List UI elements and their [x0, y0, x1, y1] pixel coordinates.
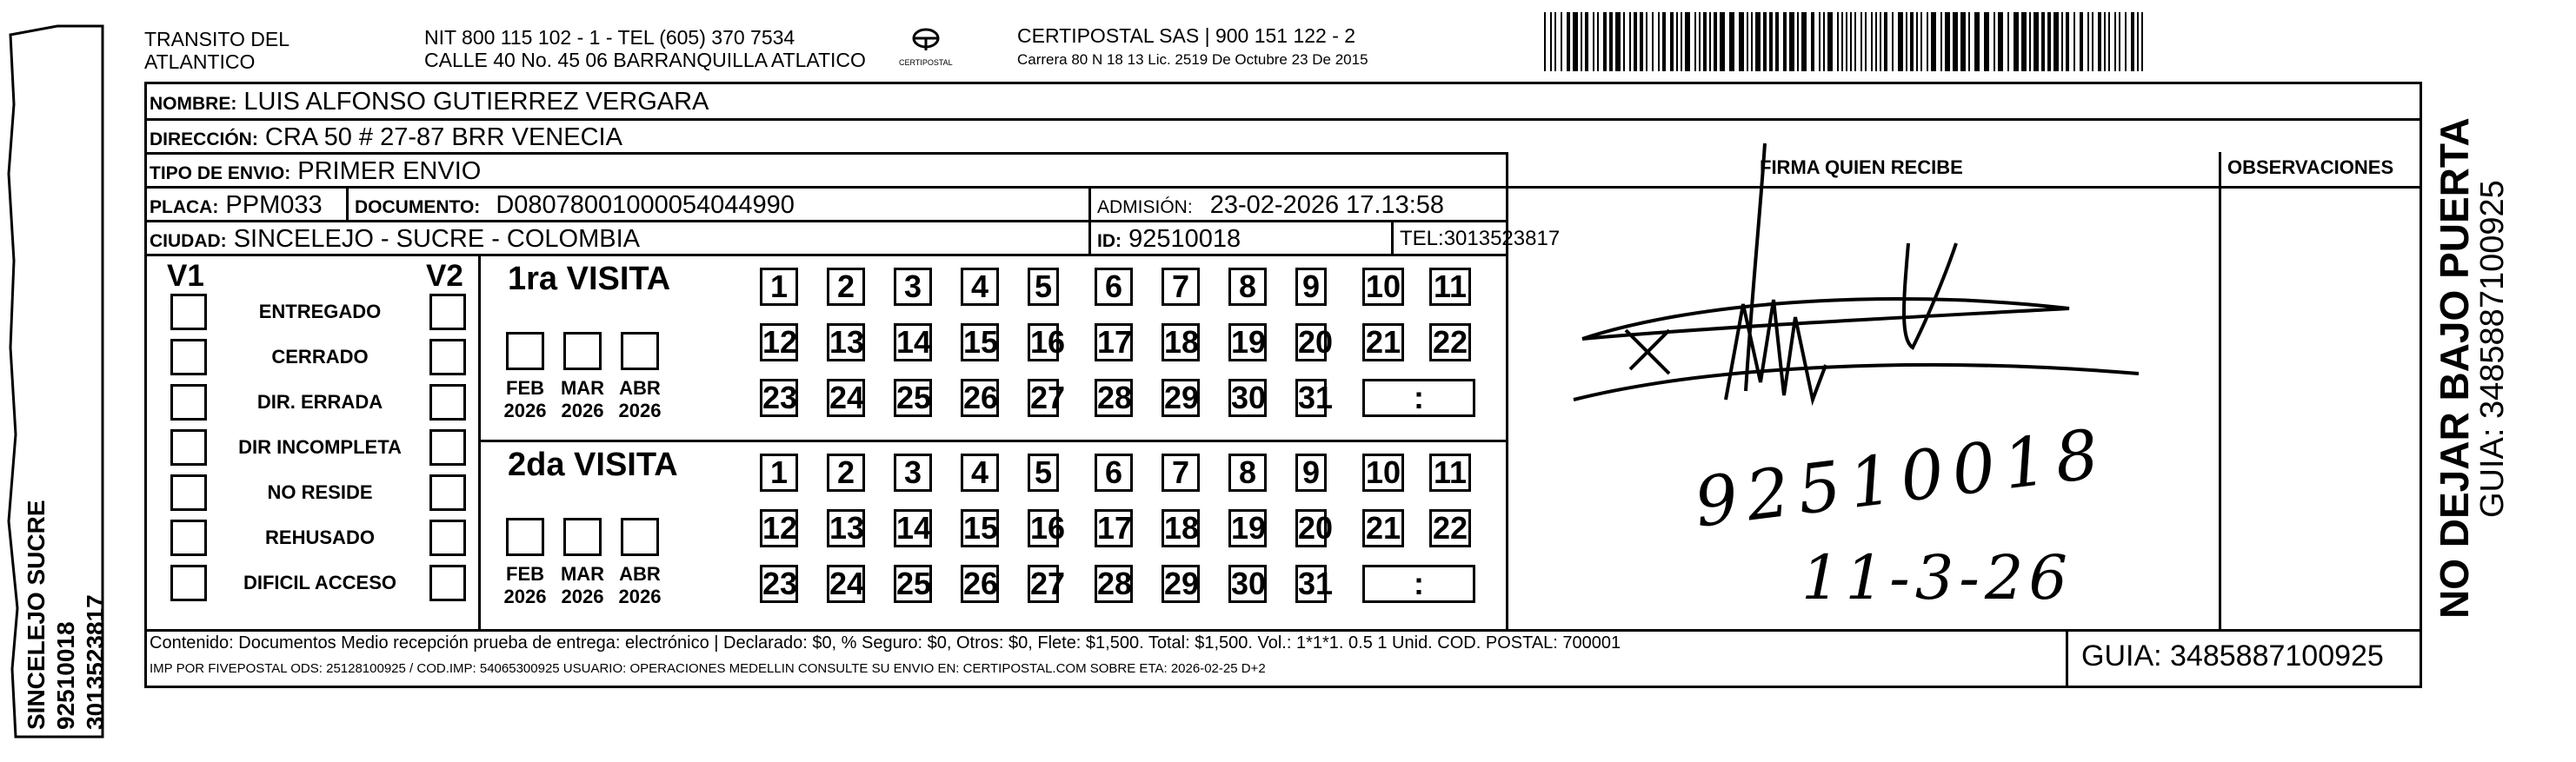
day-box[interactable]: 8: [1228, 268, 1267, 306]
day-box[interactable]: 22: [1429, 509, 1471, 547]
courier-name: CERTIPOSTAL SAS | 900 151 122 - 2: [1017, 24, 1356, 47]
day-box[interactable]: 14: [894, 509, 932, 547]
month-checkbox[interactable]: [506, 332, 544, 370]
placa-label: PLACA:: [150, 197, 219, 217]
status-option-label: DIFICIL ACCESO: [243, 572, 396, 593]
day-box[interactable]: 18: [1162, 323, 1200, 361]
status-option-label: DIR. ERRADA: [256, 391, 383, 413]
day-box[interactable]: 27: [1028, 379, 1059, 417]
day-box[interactable]: 19: [1228, 323, 1267, 361]
v1-checkbox[interactable]: [170, 474, 207, 511]
v1-checkbox[interactable]: [170, 384, 207, 421]
tel-value: 3013523817: [1443, 227, 1561, 250]
day-box[interactable]: 13: [827, 323, 865, 361]
v2-checkbox[interactable]: [429, 384, 466, 421]
sender-name-line1: TRANSITO DEL: [144, 28, 290, 50]
v2-checkbox[interactable]: [429, 565, 466, 601]
day-box[interactable]: 7: [1162, 268, 1200, 306]
nombre-label: NOMBRE:: [150, 94, 237, 114]
day-box[interactable]: 17: [1095, 509, 1133, 547]
day-box[interactable]: 21: [1362, 323, 1404, 361]
month-year: 2026: [561, 400, 604, 421]
day-box[interactable]: 12: [760, 323, 798, 361]
day-box[interactable]: 23: [760, 565, 798, 603]
status-option-label: NO RESIDE: [267, 481, 373, 503]
day-box[interactable]: 1: [760, 268, 798, 306]
id-label: ID:: [1097, 231, 1122, 251]
placa-value: PPM033: [225, 191, 323, 219]
status-option-label: CERRADO: [271, 346, 369, 368]
side-guia: GUIA: 3485887100925: [2474, 180, 2511, 518]
certipostal-logo: [895, 26, 956, 73]
documento-value: D08078001000054044990: [496, 191, 795, 219]
id-value: 92510018: [1128, 225, 1241, 253]
nombre-value: LUIS ALFONSO GUTIERREZ VERGARA: [243, 88, 709, 116]
month-year: 2026: [618, 586, 662, 607]
v1-checkbox[interactable]: [170, 294, 207, 330]
day-box[interactable]: 2: [827, 268, 865, 306]
day-box[interactable]: 15: [961, 323, 999, 361]
day-box[interactable]: 27: [1028, 565, 1059, 603]
month-year: 2026: [561, 586, 604, 607]
day-box[interactable]: 9: [1295, 268, 1327, 306]
day-box[interactable]: 30: [1228, 565, 1267, 603]
tel-label: TEL:: [1400, 227, 1444, 250]
day-box[interactable]: 5: [1028, 454, 1059, 492]
day-box[interactable]: 15: [961, 509, 999, 547]
day-box[interactable]: 10: [1362, 268, 1404, 306]
rule: [144, 152, 1506, 155]
day-box[interactable]: 24: [827, 565, 865, 603]
day-box[interactable]: 19: [1228, 509, 1267, 547]
day-box[interactable]: 3: [894, 268, 932, 306]
day-box[interactable]: 22: [1429, 323, 1471, 361]
day-box[interactable]: 11: [1429, 454, 1471, 492]
day-box[interactable]: 9: [1295, 454, 1327, 492]
v2-checkbox[interactable]: [429, 339, 466, 375]
month-label: FEB: [506, 377, 544, 399]
day-box[interactable]: 13: [827, 509, 865, 547]
stub-text-tel: 3013523817: [82, 594, 109, 730]
v2-checkbox[interactable]: [429, 429, 466, 466]
footer-imp: IMP POR FIVEPOSTAL ODS: 25128100925 / COD.IMP: 54065300925 USUARIO: OPERACIONES MEDELLIN CONSULTE SU ENVIO EN: CERTIPOSTAL.COM SOBRE ETA: 2026-02-25 D+2: [150, 661, 1266, 676]
day-box[interactable]: 8: [1228, 454, 1267, 492]
day-box[interactable]: 1: [760, 454, 798, 492]
day-box[interactable]: 3: [894, 454, 932, 492]
barcode: [1544, 12, 2153, 71]
v1-checkbox[interactable]: [170, 339, 207, 375]
day-box[interactable]: 30: [1228, 379, 1267, 417]
v2-label: V2: [426, 259, 463, 293]
ciudad-label: CIUDAD:: [150, 231, 227, 251]
day-box[interactable]: 20: [1295, 323, 1327, 361]
month-checkbox[interactable]: [506, 518, 544, 556]
day-box[interactable]: 24: [827, 379, 865, 417]
day-box[interactable]: 21: [1362, 509, 1404, 547]
footer-contenido: Contenido: Documentos Medio recepción prueba de entrega: electrónico | Declarado: $0, % Seguro: $0, Otros: $0, Flete: $1,500. Total: $1,500. Vol.: 1*1*1. 0.5 1 Unid. COD. POSTAL: 700001: [150, 633, 1621, 653]
month-label: ABR: [619, 563, 661, 585]
day-box[interactable]: 26: [961, 565, 999, 603]
rule: [1088, 186, 1091, 254]
month-year: 2026: [618, 400, 662, 421]
month-label: FEB: [506, 563, 544, 585]
rule: [346, 186, 349, 221]
month-year: 2026: [503, 586, 547, 607]
day-box[interactable]: 4: [961, 454, 999, 492]
day-box[interactable]: 14: [894, 323, 932, 361]
month-label: ABR: [619, 377, 661, 399]
rule: [478, 440, 1506, 442]
admision-label: ADMISIÓN:: [1097, 197, 1193, 217]
observaciones-header: OBSERVACIONES: [2227, 156, 2394, 178]
day-box[interactable]: 16: [1028, 509, 1059, 547]
admision-value: 23-02-2026 17.13:58: [1209, 191, 1445, 219]
rule: [2219, 152, 2221, 630]
logo-text: CERTIPOSTAL: [899, 58, 953, 67]
stub-text-id: 92510018: [52, 621, 79, 730]
time-box[interactable]: :: [1362, 379, 1475, 417]
month-year: 2026: [503, 400, 547, 421]
day-box[interactable]: 28: [1095, 379, 1133, 417]
rule: [144, 254, 1506, 256]
handwritten-date: 11-3-26: [1801, 542, 2073, 613]
footer-guia: GUIA: 3485887100925: [2081, 639, 2384, 673]
direccion-value: CRA 50 # 27-87 BRR VENECIA: [264, 123, 622, 151]
ciudad-value: SINCELEJO - SUCRE - COLOMBIA: [233, 225, 641, 253]
day-box[interactable]: 18: [1162, 509, 1200, 547]
tipo-envio-label: TIPO DE ENVIO:: [150, 163, 291, 183]
stub-text-city: SINCELEJO SUCRE: [23, 500, 50, 730]
sender-address: CALLE 40 No. 45 06 BARRANQUILLA ATLATICO: [424, 49, 866, 71]
day-box[interactable]: 26: [961, 379, 999, 417]
day-box[interactable]: 20: [1295, 509, 1327, 547]
status-option-label: DIR INCOMPLETA: [238, 436, 402, 458]
documento-label: DOCUMENTO:: [355, 197, 481, 217]
day-box[interactable]: 6: [1095, 454, 1133, 492]
rule: [1391, 220, 1394, 255]
sender-nit: NIT 800 115 102 - 1 - TEL (605) 370 7534: [424, 26, 795, 49]
v2-checkbox[interactable]: [429, 520, 466, 556]
tipo-envio-value: PRIMER ENVIO: [297, 157, 482, 185]
time-box[interactable]: :: [1362, 565, 1475, 603]
v1-checkbox[interactable]: [170, 520, 207, 556]
v2-checkbox[interactable]: [429, 294, 466, 330]
rule: [2066, 629, 2068, 688]
month-checkbox[interactable]: [621, 332, 659, 370]
handwritten-id: 92510018: [1690, 414, 2112, 543]
visit-title: 1ra VISITA: [508, 261, 671, 297]
day-box[interactable]: 4: [961, 268, 999, 306]
left-stub: [0, 0, 122, 762]
day-box[interactable]: 6: [1095, 268, 1133, 306]
rule: [144, 629, 2422, 632]
month-label: MAR: [560, 563, 605, 585]
firma-header: FIRMA QUIEN RECIBE: [1760, 156, 1963, 178]
rule: [144, 118, 2422, 121]
day-box[interactable]: 5: [1028, 268, 1059, 306]
day-box[interactable]: 29: [1162, 565, 1200, 603]
month-checkbox[interactable]: [563, 518, 602, 556]
v1-checkbox[interactable]: [170, 565, 207, 601]
month-label: MAR: [560, 377, 605, 399]
day-box[interactable]: 31: [1295, 379, 1327, 417]
status-option-label: ENTREGADO: [258, 301, 382, 322]
status-option-label: REHUSADO: [265, 527, 375, 548]
direccion-label: DIRECCIÓN:: [150, 129, 258, 149]
side-warning: NO DEJAR BAJO PUERTA: [2432, 117, 2477, 619]
day-box[interactable]: 23: [760, 379, 798, 417]
rule: [1506, 152, 1508, 630]
v2-checkbox[interactable]: [429, 474, 466, 511]
day-box[interactable]: 25: [894, 565, 932, 603]
day-box[interactable]: 2: [827, 454, 865, 492]
day-box[interactable]: 28: [1095, 565, 1133, 603]
day-box[interactable]: 31: [1295, 565, 1327, 603]
day-box[interactable]: 10: [1362, 454, 1404, 492]
sender-name-line2: ATLANTICO: [144, 50, 256, 73]
v1-label: V1: [167, 259, 204, 293]
day-box[interactable]: 7: [1162, 454, 1200, 492]
month-checkbox[interactable]: [563, 332, 602, 370]
courier-address: Carrera 80 N 18 13 Lic. 2519 De Octubre 23 De 2015: [1017, 51, 1368, 68]
day-box[interactable]: 17: [1095, 323, 1133, 361]
day-box[interactable]: 12: [760, 509, 798, 547]
day-box[interactable]: 25: [894, 379, 932, 417]
v1-checkbox[interactable]: [170, 429, 207, 466]
day-box[interactable]: 16: [1028, 323, 1059, 361]
visit-title: 2da VISITA: [508, 447, 678, 483]
day-box[interactable]: 11: [1429, 268, 1471, 306]
day-box[interactable]: 29: [1162, 379, 1200, 417]
month-checkbox[interactable]: [621, 518, 659, 556]
